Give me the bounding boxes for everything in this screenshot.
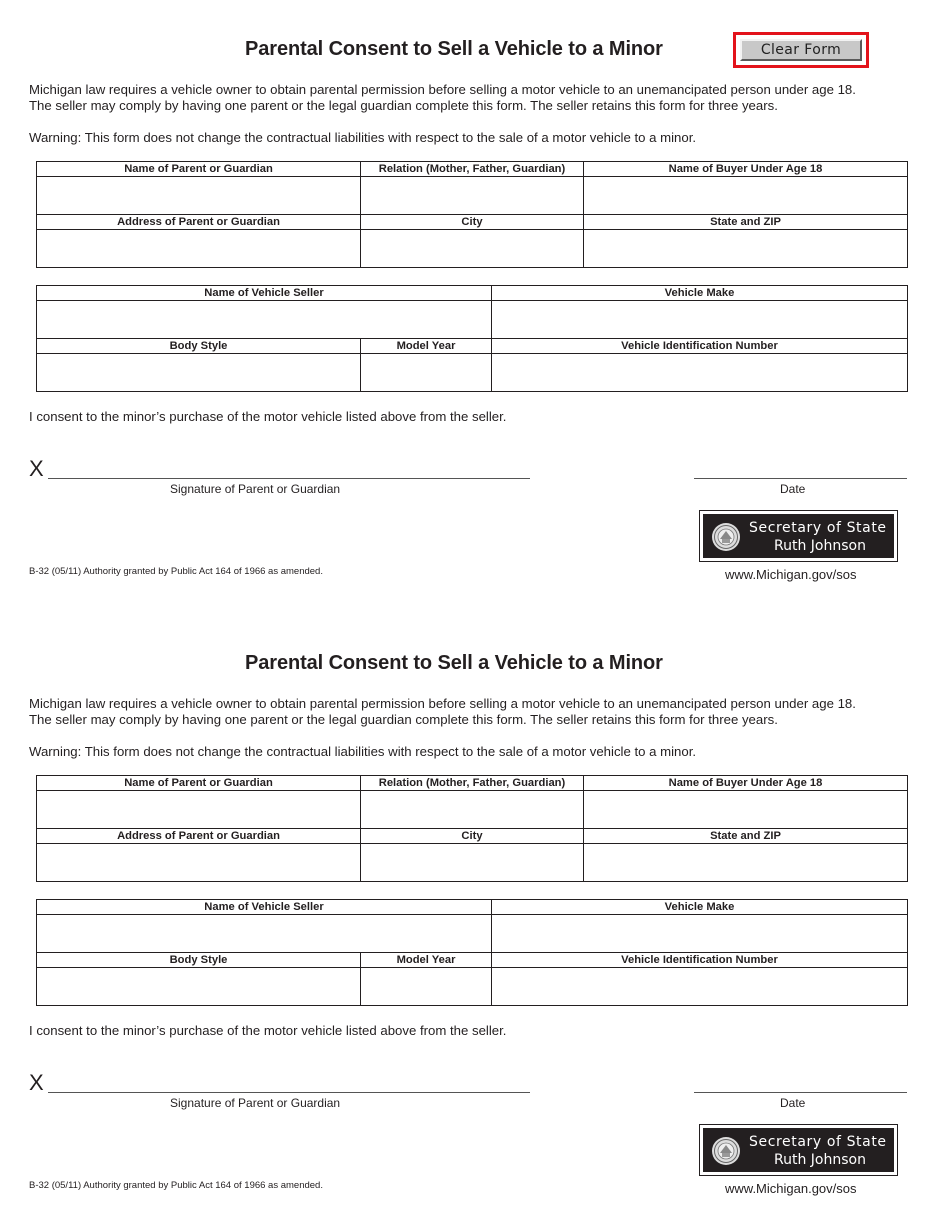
warning-text: Warning: This form does not change the contractual liabilities with respect to the sale of a motor vehicle to a minor. [29,130,697,145]
header-vehicle-make: Vehicle Make [492,900,908,915]
signature-label: Signature of Parent or Guardian [170,1096,341,1110]
header-city: City [361,215,584,230]
vehicle-make-field[interactable] [492,915,908,953]
michigan-seal-icon [711,1136,741,1166]
header-body-style: Body Style [37,953,361,968]
signature-label: Signature of Parent or Guardian [170,482,341,496]
seller-name-field[interactable] [37,301,492,339]
body-style-field[interactable] [37,968,361,1006]
header-vin: Vehicle Identification Number [492,339,908,354]
buyer-name-field[interactable] [584,791,908,829]
signature-line[interactable] [48,478,530,479]
header-buyer-name: Name of Buyer Under Age 18 [584,162,908,177]
seller-name-field[interactable] [37,915,492,953]
parent-name-field[interactable] [37,177,361,215]
date-line[interactable] [694,1092,907,1093]
header-vin: Vehicle Identification Number [492,953,908,968]
consent-statement: I consent to the minor’s purchase of the motor vehicle listed above from the seller. [29,409,507,424]
michigan-seal-icon [711,522,741,552]
header-state-zip: State and ZIP [584,215,908,230]
header-model-year: Model Year [361,953,492,968]
header-parent-address: Address of Parent or Guardian [37,829,361,844]
date-label: Date [780,1096,806,1110]
consent-statement: I consent to the minor’s purchase of the motor vehicle listed above from the seller. [29,1023,507,1038]
parent-name-field[interactable] [37,791,361,829]
form-title: Parental Consent to Sell a Vehicle to a Minor [245,652,663,674]
parent-buyer-table [36,161,908,268]
city-field[interactable] [361,844,584,882]
logo-line-1: Secretary of State [749,1134,887,1150]
signature-line[interactable] [48,1092,530,1093]
intro-line-1: Michigan law requires a vehicle owner to obtain parental permission before selling a motor vehicle to an unemancipated person under age 18. [29,696,856,711]
intro-line-2: The seller may comply by having one parent or the legal guardian complete this form. The seller retains this form for three years. [29,98,778,113]
header-body-style: Body Style [37,339,361,354]
relation-field[interactable] [361,791,584,829]
vehicle-make-field[interactable] [492,301,908,339]
buyer-name-field[interactable] [584,177,908,215]
header-city: City [361,829,584,844]
form-footer: B-32 (05/11) Authority granted by Public Act 164 of 1966 as amended. [29,566,323,577]
website-link[interactable]: www.Michigan.gov/sos [725,567,857,582]
logo-line-2: Ruth Johnson [774,1152,866,1168]
intro-line-2: The seller may comply by having one parent or the legal guardian complete this form. The seller retains this form for three years. [29,712,778,727]
state-zip-field[interactable] [584,230,908,268]
vehicle-table [36,899,908,1006]
model-year-field[interactable] [361,354,492,392]
header-vehicle-make: Vehicle Make [492,286,908,301]
intro-line-1: Michigan law requires a vehicle owner to obtain parental permission before selling a motor vehicle to an unemancipated person under age 18. [29,82,856,97]
signature-x-mark: X [29,456,44,481]
form-copy-2 [0,614,950,1229]
parent-buyer-table [36,775,908,882]
vin-field[interactable] [492,968,908,1006]
date-label: Date [780,482,806,496]
date-line[interactable] [694,478,907,479]
header-seller-name: Name of Vehicle Seller [37,286,492,301]
state-zip-field[interactable] [584,844,908,882]
header-relation: Relation (Mother, Father, Guardian) [361,776,584,791]
city-field[interactable] [361,230,584,268]
website-link[interactable]: www.Michigan.gov/sos [725,1181,857,1196]
vin-field[interactable] [492,354,908,392]
vehicle-table [36,285,908,392]
logo-line-2: Ruth Johnson [774,538,866,554]
header-parent-name: Name of Parent or Guardian [37,776,361,791]
header-relation: Relation (Mother, Father, Guardian) [361,162,584,177]
secretary-of-state-logo [699,510,898,562]
header-seller-name: Name of Vehicle Seller [37,900,492,915]
form-title: Parental Consent to Sell a Vehicle to a Minor [245,38,663,60]
logo-line-1: Secretary of State [749,520,887,536]
relation-field[interactable] [361,177,584,215]
warning-text: Warning: This form does not change the contractual liabilities with respect to the sale of a motor vehicle to a minor. [29,744,697,759]
form-footer: B-32 (05/11) Authority granted by Public Act 164 of 1966 as amended. [29,1180,323,1191]
parent-address-field[interactable] [37,230,361,268]
signature-x-mark: X [29,1070,44,1095]
header-state-zip: State and ZIP [584,829,908,844]
model-year-field[interactable] [361,968,492,1006]
body-style-field[interactable] [37,354,361,392]
header-parent-name: Name of Parent or Guardian [37,162,361,177]
clear-form-button[interactable]: Clear Form [740,39,862,61]
header-parent-address: Address of Parent or Guardian [37,215,361,230]
header-buyer-name: Name of Buyer Under Age 18 [584,776,908,791]
secretary-of-state-logo [699,1124,898,1176]
header-model-year: Model Year [361,339,492,354]
parent-address-field[interactable] [37,844,361,882]
